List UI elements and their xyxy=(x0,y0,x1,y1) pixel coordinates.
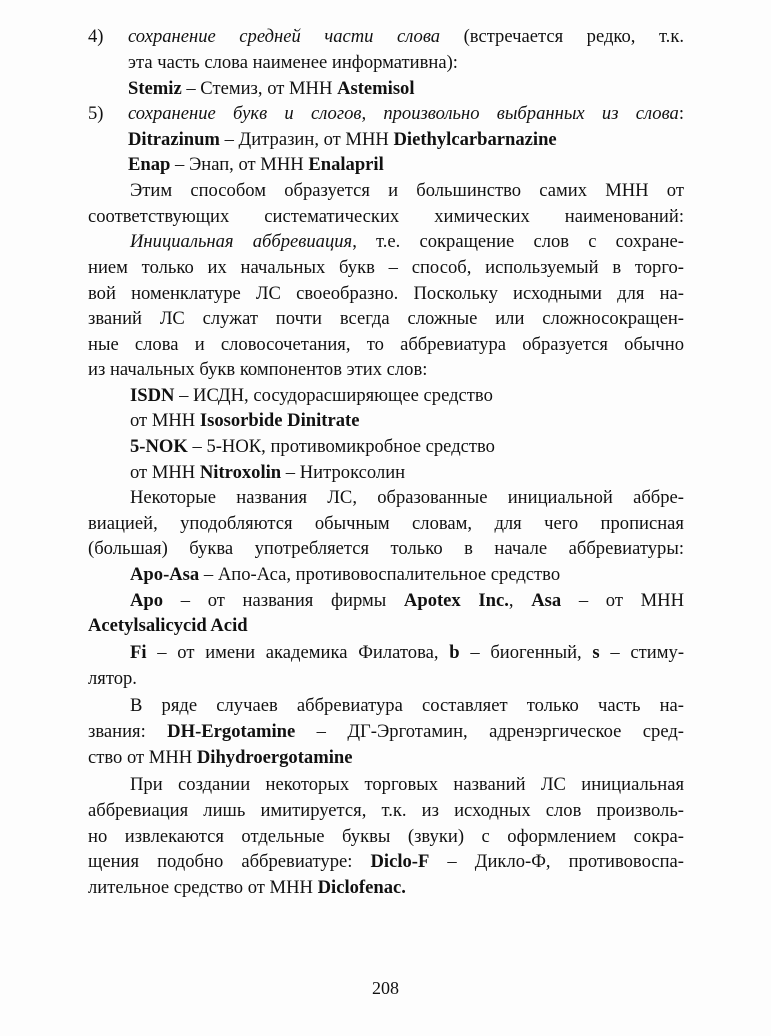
bold-term: Dihydroergotamine xyxy=(196,747,353,768)
text-span: В ряде случаев аббревиатура составляет только часть на- xyxy=(130,695,684,716)
bold-term: b xyxy=(449,642,460,663)
text-span: Некоторые названия ЛС, образованные инициальной аббре- xyxy=(130,487,684,508)
text-line xyxy=(128,24,684,50)
text-line xyxy=(128,127,684,153)
text-line xyxy=(88,281,684,307)
text-line xyxy=(130,178,684,204)
page-number: 208 xyxy=(372,978,399,998)
text-line xyxy=(88,332,684,358)
bold-term: s xyxy=(592,642,600,663)
bold-term: Enap xyxy=(128,154,171,175)
bold-term: Isosorbide Dinitrate xyxy=(199,410,360,431)
text-line xyxy=(128,152,684,178)
text-span: (большая) буква употребляется только в начале аббревиатуры: xyxy=(88,538,684,559)
italic-term: Инициальная аббревиация xyxy=(130,231,353,252)
text-span: от МНН xyxy=(130,410,200,431)
text-span: Этим способом образуется и большинство самих МНН от xyxy=(130,180,684,201)
text-line xyxy=(128,76,684,102)
text-span: – Энап, от МНН xyxy=(170,154,309,175)
bold-term: Apo-Asa xyxy=(130,564,200,585)
italic-term: сохранение букв и слогов, произвольно выбранных из слова xyxy=(128,103,679,124)
text-span: – от имени академика Филатова, xyxy=(146,642,450,663)
text-span: При создании некоторых торговых названий ЛС инициальная xyxy=(130,774,684,795)
text-span: но извлекаются отдельные буквы (звуки) с оформлением сокра- xyxy=(88,826,684,847)
text-span: – от МНН xyxy=(561,590,685,611)
text-span: (встречается редко, т.к. xyxy=(440,26,685,47)
text-line xyxy=(130,772,684,798)
text-line xyxy=(88,255,684,281)
bold-term: ISDN xyxy=(130,385,175,406)
bold-term: Diethylcarbarnazine xyxy=(393,129,557,150)
bold-term: Apo xyxy=(130,590,164,611)
text-line xyxy=(128,101,684,127)
text-line xyxy=(88,666,684,692)
text-line xyxy=(130,460,684,486)
text-line xyxy=(130,588,684,614)
text-line xyxy=(88,613,684,639)
text-span: лятор. xyxy=(88,668,137,689)
text-span: виацией, уподобляются обычным словам, для чего прописная xyxy=(88,513,684,534)
bold-term: Stemiz xyxy=(128,78,182,99)
text-span: – Нитроксолин xyxy=(281,462,406,483)
text-span: эта часть слова наименее информативна): xyxy=(128,52,458,73)
text-span: – ИСДН, сосудорасширяющее средство xyxy=(174,385,493,406)
text-span: – биогенный, xyxy=(459,642,593,663)
list-number: 4) xyxy=(88,26,104,47)
text-line xyxy=(88,511,684,537)
text-span: от МНН xyxy=(130,462,200,483)
bold-term: Diclofenac. xyxy=(317,877,406,898)
text-span: – от названия фирмы xyxy=(163,590,404,611)
text-span: – Апо-Аса, противовоспалительное средство xyxy=(199,564,561,585)
text-line xyxy=(88,204,684,230)
text-span: – стиму- xyxy=(599,642,685,663)
bold-term: Fi xyxy=(130,642,147,663)
text-line xyxy=(130,434,684,460)
text-line xyxy=(130,562,684,588)
text-span: – Стемиз, от МНН xyxy=(181,78,338,99)
text-line xyxy=(88,306,684,332)
text-span: званий ЛС служат почти всегда сложные или сложносокращен- xyxy=(88,308,684,329)
text-span: : xyxy=(678,103,684,124)
text-line xyxy=(88,536,684,562)
text-span: – Дикло-Ф, противовоспа- xyxy=(429,851,684,872)
text-line xyxy=(130,383,684,409)
text-line xyxy=(130,485,684,511)
text-line xyxy=(88,357,684,383)
text-line xyxy=(88,719,684,745)
text-span: – Дитразин, от МНН xyxy=(219,129,394,150)
bold-term: Apotex Inc. xyxy=(403,590,509,611)
bold-term: Nitroxolin xyxy=(199,462,282,483)
bold-term: Asa xyxy=(531,590,562,611)
text-span: из начальных букв компонентов этих слов: xyxy=(88,359,428,380)
text-line xyxy=(88,798,684,824)
text-span: – ДГ-Эрготамин, адренэргическое сред- xyxy=(295,721,684,742)
text-line xyxy=(128,50,684,76)
text-span: , xyxy=(508,590,532,611)
bold-term: DH-Ergotamine xyxy=(167,721,296,742)
text-line xyxy=(88,849,684,875)
bold-term: Diclo-F xyxy=(370,851,430,872)
text-span: нием только их начальных букв – способ, используемый в торго- xyxy=(88,257,684,278)
text-span: ные слова и словосочетания, то аббревиатура образуется обычно xyxy=(88,334,684,355)
bold-term: Astemisol xyxy=(337,78,415,99)
text-span: звания: xyxy=(88,721,168,742)
bold-term: 5-NOK xyxy=(130,436,188,457)
text-span: щения подобно аббревиатуре: xyxy=(88,851,371,872)
text-span: аббревиация лишь имитируется, т.к. из исходных слов произволь- xyxy=(88,800,684,821)
bold-term: Acetylsalicycid Acid xyxy=(88,615,248,636)
text-span: ство от МНН xyxy=(88,747,197,768)
text-span: лительное средство от МНН xyxy=(88,877,318,898)
italic-term: сохранение средней части слова xyxy=(128,26,441,47)
text-line xyxy=(88,875,684,901)
text-line xyxy=(130,229,684,255)
text-span: , т.е. сокращение слов с сохране- xyxy=(352,231,684,252)
text-span: вой номенклатуре ЛС своеобразно. Поскольку исходными для на- xyxy=(88,283,684,304)
text-line xyxy=(88,745,684,771)
text-line xyxy=(130,640,684,666)
text-line xyxy=(130,408,684,434)
bold-term: Ditrazinum xyxy=(128,129,220,150)
text-span: соответствующих систематических химических наименований: xyxy=(88,206,684,227)
text-span: – 5-НОК, противомикробное средство xyxy=(187,436,495,457)
text-line xyxy=(88,824,684,850)
list-number: 5) xyxy=(88,103,104,124)
text-line xyxy=(130,693,684,719)
bold-term: Enalapril xyxy=(308,154,384,175)
